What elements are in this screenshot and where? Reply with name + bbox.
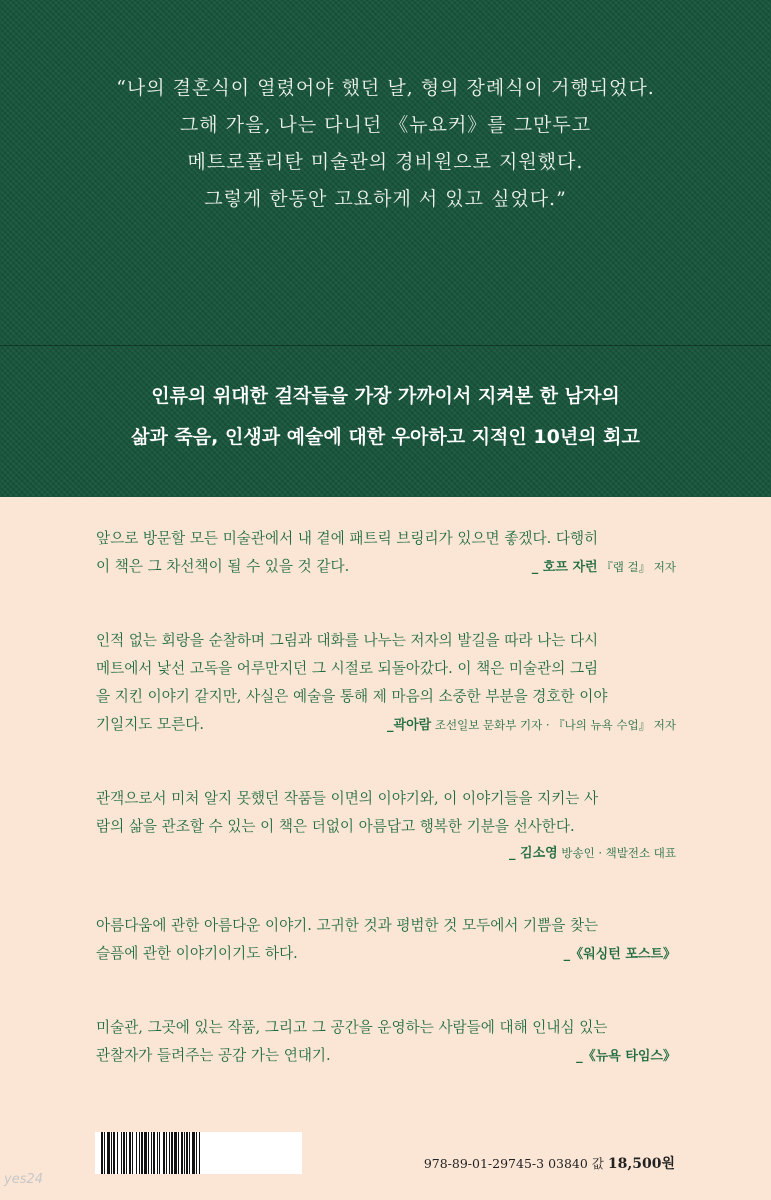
barcode-bars [101, 1132, 296, 1174]
review-line: 기일지도 모른다. [96, 716, 204, 733]
review-source-name: _《뉴욕 타임스》 [576, 1049, 676, 1064]
tagline-line: 삶과 죽음, 인생과 예술에 대한 우아하고 지적인 10년의 회고 [131, 426, 640, 448]
barcode-stripe [200, 1132, 201, 1174]
review-source-detail: 조선일보 문화부 기자 · 『나의 뉴욕 수업』 저자 [434, 718, 676, 732]
review-item [96, 785, 676, 866]
isbn-number: 978-89-01-29745-3 03840 [423, 1156, 588, 1171]
reviews-section [96, 525, 676, 1116]
review-line: 메트에서 낯선 고독을 어루만지던 그 시절로 되돌아갔다. 이 책은 미술관의 그림 [96, 660, 599, 677]
review-source [96, 841, 676, 866]
review-line: 을 지킨 이야기 같지만, 사실은 예술을 통해 제 마음의 소중한 부분을 경호한 이야 [96, 688, 608, 705]
review-line: 람의 삶을 관조할 수 있는 이 책은 더없이 아름답고 행복한 기분을 선사한다. [96, 818, 575, 835]
review-source-detail: 방송인 · 책발전소 대표 [561, 846, 676, 860]
price-value: 18,500원 [607, 1156, 675, 1172]
quote-line: 메트로폴리탄 미술관의 경비원으로 지원했다. [187, 151, 584, 173]
price-label: 값 [591, 1156, 604, 1171]
review-source-detail: 『랩 걸』 저자 [601, 560, 676, 574]
quote-line: 그렇게 한동안 고요하게 서 있고 싶었다.” [204, 188, 567, 210]
book-quote [0, 70, 771, 218]
book-tagline [0, 376, 771, 458]
review-source [387, 711, 676, 740]
quote-line: “나의 결혼식이 열렸어야 했던 날, 형의 장례식이 거행되었다. [116, 77, 655, 99]
isbn-price [424, 1153, 675, 1173]
review-source [532, 553, 676, 582]
header-divider [0, 345, 771, 346]
review-item [96, 912, 676, 968]
review-line: 아름다움에 관한 아름다운 이야기. 고귀한 것과 평범한 것 모두에서 기쁨을 찾는 [96, 917, 599, 934]
review-line: 이 책은 그 차선책이 될 수 있을 것 같다. [96, 558, 350, 575]
review-line: 관찰자가 들려주는 공감 가는 연대기. [96, 1047, 331, 1064]
review-line: 앞으로 방문할 모든 미술관에서 내 곁에 패트릭 브링리가 있으면 좋겠다. 다행히 [96, 530, 599, 547]
review-source-name: _ 김소영 [509, 846, 558, 861]
review-item [96, 1014, 676, 1070]
review-item [96, 525, 676, 581]
review-source-name: _《워싱턴 포스트》 [563, 947, 676, 962]
review-source-name: _ 호프 자런 [531, 560, 598, 575]
watermark-logo: yes24 [4, 1172, 44, 1187]
review-source [564, 940, 676, 969]
barcode [95, 1132, 302, 1174]
review-source-name: _곽아람 [387, 718, 432, 733]
review-line: 미술관, 그곳에 있는 작품, 그리고 그 공간을 운영하는 사람들에 대해 인내심 있는 [96, 1019, 608, 1036]
quote-line: 그해 가을, 나는 다니던 《뉴요커》를 그만두고 [179, 114, 592, 136]
review-line: 슬픔에 관한 이야기이기도 하다. [96, 945, 298, 962]
review-item [96, 627, 676, 739]
review-line: 인적 없는 회랑을 순찰하며 그림과 대화를 나누는 저자의 발길을 따라 나는 다시 [96, 632, 599, 649]
review-line: 관객으로서 미처 알지 못했던 작품들 이면의 이야기와, 이 이야기들을 지키는 사 [96, 790, 599, 807]
tagline-line: 인류의 위대한 걸작들을 가장 가까이서 지켜본 한 남자의 [151, 385, 620, 407]
review-source [576, 1042, 676, 1071]
